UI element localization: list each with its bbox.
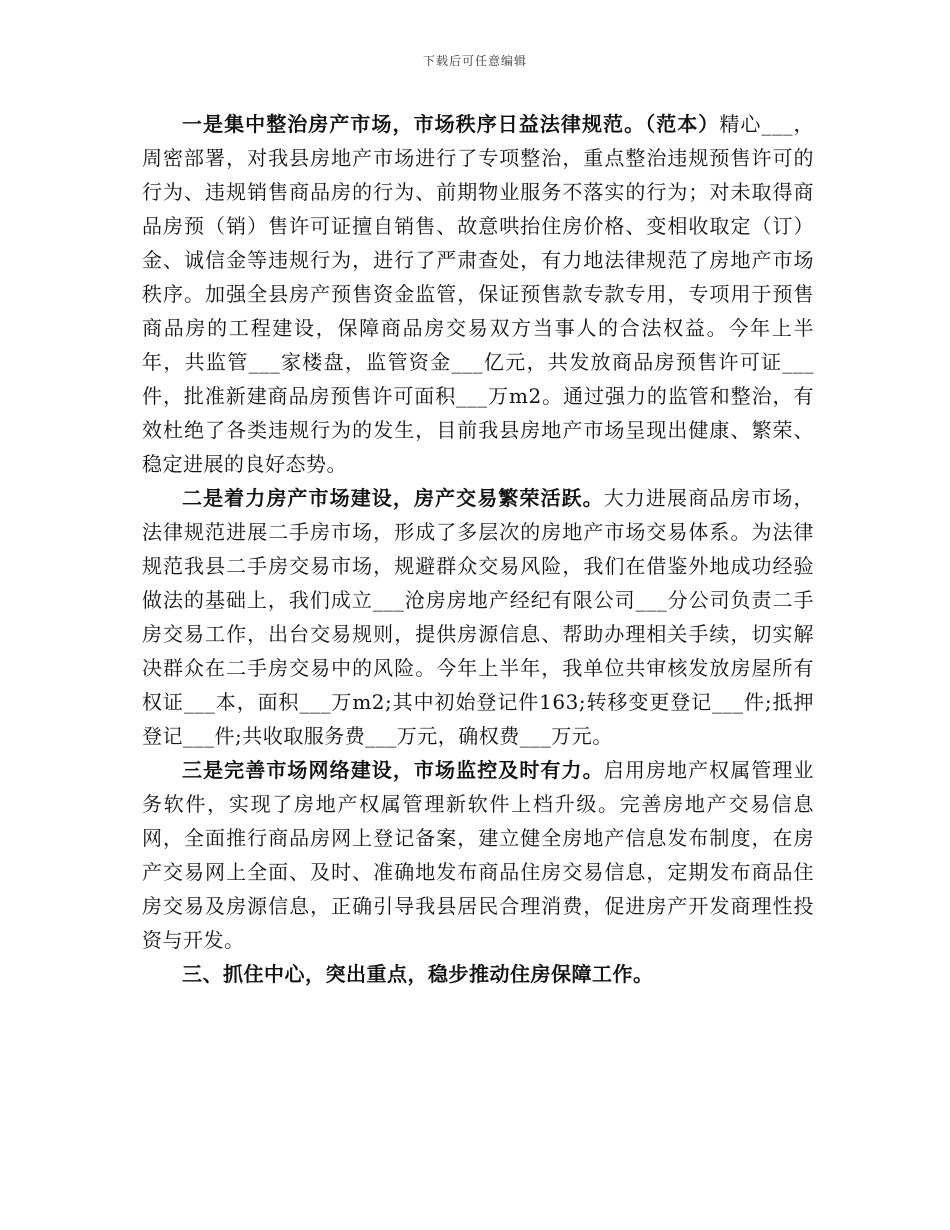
paragraph-1-lead: 一是集中整治房产市场，市场秩序日益法律规范。（范本） <box>182 112 720 136</box>
paragraph-3 <box>142 753 814 957</box>
page-header: 下载后可任意编辑 <box>422 54 527 68</box>
paragraph-3-lead: 三是完善市场网络建设，市场监控及时有力。 <box>182 758 604 782</box>
paragraph-1 <box>142 107 814 481</box>
section-heading: 三、抓住中心，突出重点，稳步推动住房保障工作。 <box>182 962 654 986</box>
paragraph-1-body: 精心___，周密部署，对我县房地产市场进行了专项整治，重点整治违规预售许可的行为、违规销售商品房的行为、前期物业服务不落实的行为；对未取得商品房预（销）售许可证擅自销售、故意哄抬住房价格、变相收取定（订）金、诚信金等违规行为，进行了严肃查处，有力地法律规范了房地产市场秩序。加强全县房产预售资金监管，保证预售款专款专用，专项用于预售商品房的工程建设，保障商品房交易双方当事人的合法权益。今年上半年，共监管___家楼盘，监管资金___亿元，共发放商品房预售许可证___件，批准新建商品房预售许可面积___万m2。通过强力的监管和整治，有效杜绝了各类违规行为的发生，目前我县房地产市场呈现出健康、繁荣、稳定进展的良好态势。 <box>142 112 815 476</box>
document-body <box>142 107 814 991</box>
paragraph-2-body: 大力进展商品房市场，法律规范进展二手房市场，形成了多层次的房地产市场交易体系。为法律规范我县二手房交易市场，规避群众交易风险，我们在借鉴外地成功经验做法的基础上，我们成立___沧房房地产经纪有限公司___分公司负责二手房交易工作，出台交易规则，提供房源信息、帮助办理相关手续，切实解决群众在二手房交易中的风险。今年上半年，我单位共审核发放房屋所有权证___本，面积___万m2;其中初始登记件163;转移变更登记___件;抵押登记___件;共收取服务费___万元，确权费___万元。 <box>142 486 815 748</box>
paragraph-3-body: 启用房地产权属管理业务软件，实现了房地产权属管理新软件上档升级。完善房地产交易信息网，全面推行商品房网上登记备案，建立健全房地产信息发布制度，在房产交易网上全面、及时、准确地发布商品住房交易信息，定期发布商品住房交易及房源信息，正确引导我县居民合理消费，促进房产开发商理性投资与开发。 <box>142 758 815 952</box>
paragraph-2 <box>142 481 814 753</box>
paragraph-2-lead: 二是着力房产市场建设，房产交易繁荣活跃。 <box>182 486 604 510</box>
